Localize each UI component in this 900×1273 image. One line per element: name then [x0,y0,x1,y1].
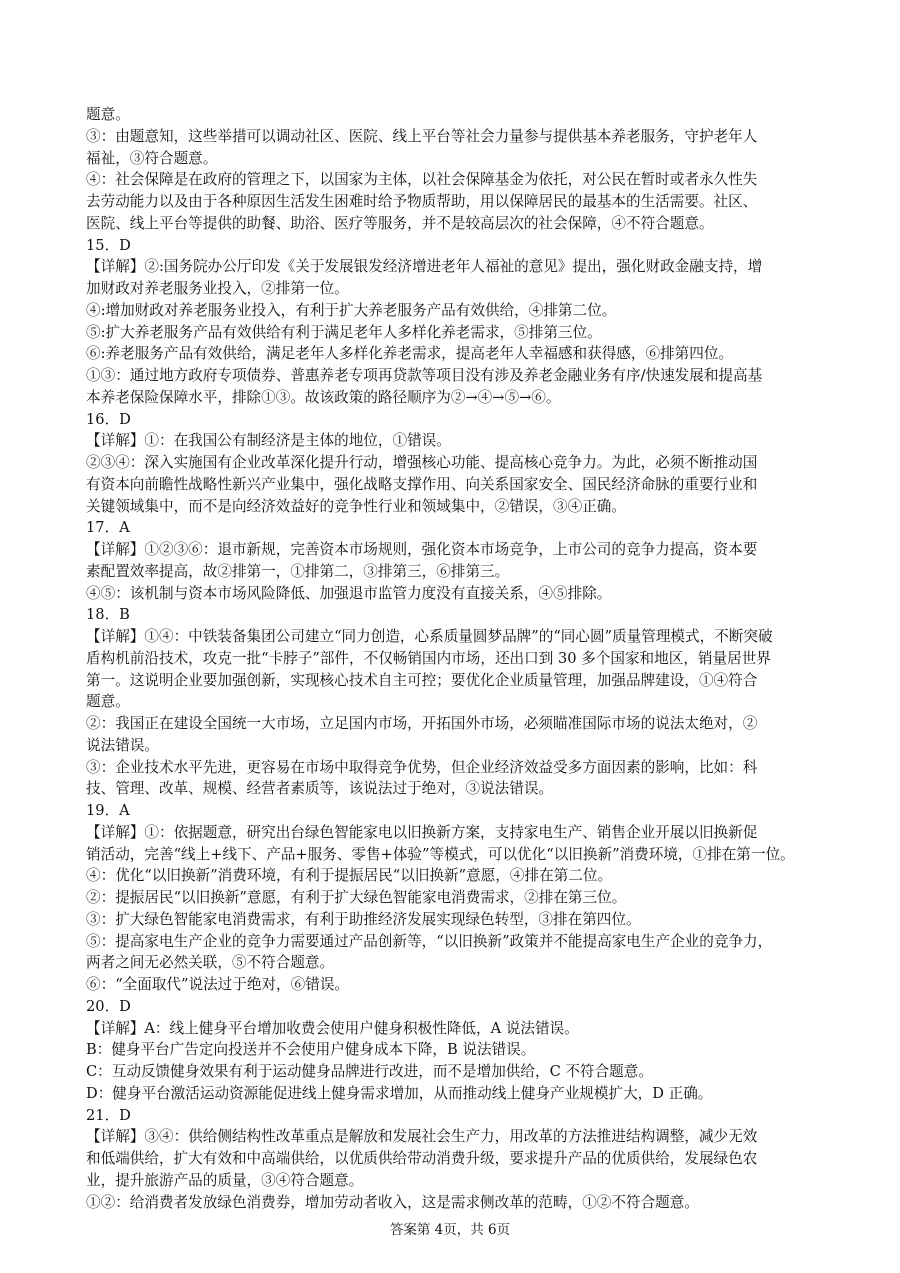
text-line: 技、管理、改革、规模、经营者素质等，该说法过于绝对，③说法错误。 [86,780,554,798]
text-line: ②：提振居民“以旧换新”意愿，有利于扩大绿色智能家电消费需求，②排在第三位。 [86,889,627,906]
text-line: 【详解】③④：供给侧结构性改革重点是解放和发展社会生产力，用改革的方法推进结构调整，减少无效 [86,1128,758,1146]
text-line: ⑤:扩大养老服务产品有效供给有利于满足老年人多样化养老需求，⑤排第三位。 [86,323,602,341]
text-line: ⑥：“全面取代”说法过于绝对，⑥错误。 [86,976,350,993]
text-line: ⑥:养老服务产品有效供给，满足老年人多样化养老需求，提高老年人幸福感和获得感，⑥排第四位。 [86,345,734,363]
text-line: 17．A [86,519,130,537]
text-line: 关键领域集中，而不是向经济效益好的竞争性行业和领域集中，②错误，③④正确。 [86,497,626,515]
text-line: B：健身平台广告定向投送并不会使用户健身成本下降，B 说法错误。 [86,1041,536,1059]
text-line: ④：社会保障是在政府的管理之下，以国家为主体，以社会保障基金为依托，对公民在暂时或者永久性失 [86,171,758,189]
text-line: C：互动反馈健身效果有利于运动健身品牌进行改进，而不是增加供给，C 不符合题意。 [86,1063,653,1080]
text-line: 两者之间无必然关联，⑤不符合题意。 [86,954,335,972]
text-line: 说法错误。 [86,736,159,754]
text-line: 【详解】①②③⑥：退市新规，完善资本市场规则，强化资本市场竞争，上市公司的竞争力提高，资本要 [86,541,758,558]
text-line: 19．A [86,802,130,819]
text-line: ④⑤：该机制与资本市场风险降低、加强退市监管力度没有直接关系，④⑤排除。 [86,584,612,602]
answer-text-body [86,104,812,1213]
text-line: ①②：给消费者发放绿色消费券，增加劳动者收入，这是需求侧改革的范畴，①②不符合题意。 [86,1193,699,1211]
text-line: 20．D [86,997,131,1015]
text-line: ②③④：深入实施国有企业改革深化提升行动，增强核心功能、提高核心竞争力。为此，必须不断推动国 [86,454,758,471]
text-line: D：健身平台激活运动资源能促进线上健身需求增加，从而推动线上健身产业规模扩大，D 正确。 [86,1084,713,1102]
text-line: 福祉，③符合题意。 [86,149,218,167]
text-line: 销活动，完善“线上+线下、产品+服务、零售+体验”等模式，可以优化“以旧换新”消费环境，①排在第一位。 [86,845,795,863]
text-line: 16．D [86,410,131,428]
text-line: 【详解】②:国务院办公厅印发《关于发展银发经济增进老年人福祉的意见》提出，强化财政金融支持，增 [86,258,763,276]
page-footer: 答案第 4页，共 6页 [389,1222,511,1238]
text-line: 业，提升旅游产品的质量，③④符合题意。 [86,1171,364,1189]
text-line: 素配置效率提高，故②排第一，①排第二，③排第三，⑥排第三。 [86,562,510,580]
text-line: 18．B [86,606,130,624]
text-line: 15．D [86,236,131,254]
text-line: 第一。这说明企业要加强创新，实现核心技术自主可控；要优化企业质量管理，加强品牌建设，①④符合 [86,671,758,689]
text-line: ④:增加财政对养老服务业投入，有利于扩大养老服务产品有效供给，④排第二位。 [86,301,617,319]
text-line: 题意。 [86,106,130,123]
text-line: 【详解】①④：中铁装备集团公司建立“同力创造，心系质量圆梦品牌”的“同心圆”质量管理模式，不断突破 [86,628,773,645]
text-line: ③：扩大绿色智能家电消费需求，有利于助推经济发展实现绿色转型，③排在第四位。 [86,910,641,928]
text-line: 题意。 [86,693,130,711]
text-line: 21．D [86,1106,131,1124]
text-line: ②：我国正在建设全国统一大市场，立足国内市场，开拓国外市场，必须瞄准国际市场的说法太绝对，② [86,715,758,732]
text-line: ③：由题意知，这些举措可以调动社区、医院、线上平台等社会力量参与提供基本养老服务，守护老年人 [86,127,758,145]
text-line: ①③：通过地方政府专项债券、普惠养老专项再贷款等项目没有涉及养老金融业务有序/快速发展和提高基 [86,367,763,384]
text-line: 盾构机前沿技术，攻克一批“卡脖子”部件，不仅畅销国内市场，还出口到 30 多个国家和地区，销量居世界 [86,649,771,667]
text-line: 【详解】A：线上健身平台增加收费会使用户健身积极性降低，A 说法错误。 [86,1019,579,1037]
text-line: ③：企业技术水平先进，更容易在市场中取得竞争优势，但企业经济效益受多方面因素的影响，比如：科 [86,758,758,776]
text-line: 加财政对养老服务业投入，②排第一位。 [86,280,349,297]
text-line: ④：优化“以旧换新”消费环境，有利于提振居民“以旧换新”意愿，④排在第二位。 [86,867,613,885]
text-line: 医院、线上平台等提供的助餐、助浴、医疗等服务，并不是较高层次的社会保障，④不符合题意。 [86,214,714,232]
text-line: 【详解】①：依据题意，研究出台绿色智能家电以旧换新方案，支持家电生产、销售企业开展以旧换新促 [86,823,758,841]
text-line: ⑤：提高家电生产企业的竞争力需要通过产品创新等，“以旧换新”政策并不能提高家电生产企业的竞争力， [86,932,773,950]
text-line: 本养老保险保障水平，排除①③。故该政策的路径顺序为②→④→⑤→⑥。 [86,388,561,406]
text-line: 和低端供给，扩大有效和中高端供给，以优质供给带动消费升级，要求提升产品的优质供给，发展绿色农 [86,1150,758,1167]
text-line: 【详解】①：在我国公有制经济是主体的地位，①错误。 [86,432,451,450]
text-line: 有资本向前瞻性战略性新兴产业集中，强化战略支撑作用、向关系国家安全、国民经济命脉的重要行业和 [86,475,758,493]
text-line: 去劳动能力以及由于各种原因生活发生困难时给予物质帮助，用以保障居民的最基本的生活需要。社区、 [86,193,758,210]
